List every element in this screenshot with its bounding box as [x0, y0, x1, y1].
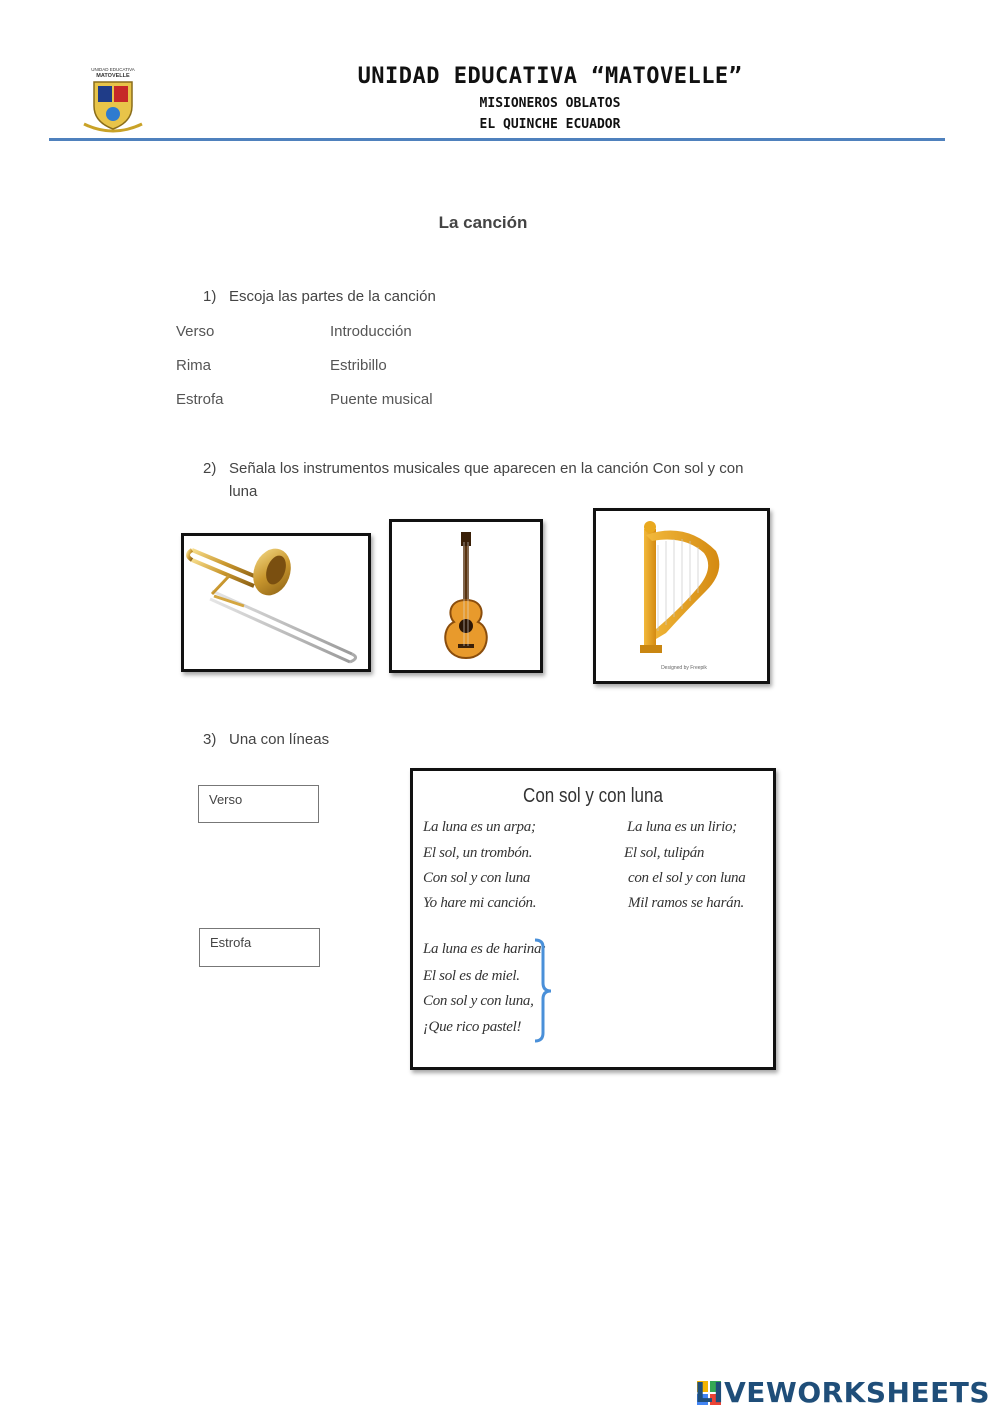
question-3-text: Una con líneas	[229, 731, 330, 748]
stanza-bracket	[533, 937, 557, 1045]
q1-word-estrofa[interactable]: Estrofa	[176, 391, 224, 408]
poem-box	[410, 768, 776, 1070]
worksheet-title: La canción	[438, 213, 528, 232]
poem-title: Con sol y con luna	[523, 785, 663, 807]
q1-word-verso[interactable]: Verso	[176, 323, 215, 340]
guitar-image[interactable]	[389, 519, 543, 673]
q1-word-puente-musical[interactable]: Puente musical	[330, 391, 433, 408]
question-1	[203, 288, 436, 305]
school-name: UNIDAD EDUCATIVA “MATOVELLE”	[357, 64, 743, 89]
poem-line[interactable]: El sol, tulipán	[624, 845, 705, 861]
poem-line[interactable]: Con sol y con luna	[423, 870, 531, 886]
question-3-number: 3)	[203, 731, 217, 748]
poem-line[interactable]: con el sol y con luna	[628, 870, 746, 886]
question-3	[203, 731, 329, 748]
q1-word-introduccion[interactable]: Introducción	[330, 323, 412, 340]
trombone-image[interactable]	[181, 533, 371, 672]
school-subtitle-1: MISIONEROS OBLATOS	[479, 96, 621, 111]
q1-word-rima[interactable]: Rima	[176, 357, 212, 374]
poem-line[interactable]: Yo hare mi canción.	[423, 895, 537, 911]
poem-line[interactable]: La luna es un arpa;	[423, 819, 536, 835]
school-subtitle-2: EL QUINCHE ECUADOR	[479, 117, 621, 132]
poem-line[interactable]: Con sol y con luna,	[423, 993, 534, 1009]
question-2-number: 2)	[203, 460, 217, 477]
header-divider	[49, 138, 945, 141]
question-2-text: Señala los instrumentos musicales que aparecen en la canción Con sol y con	[229, 460, 744, 477]
poem-line[interactable]: Mil ramos se harán.	[628, 895, 744, 911]
logo-text-top: UNIDAD EDUCATIVA	[91, 67, 135, 72]
liveworksheets-brand: LIVEWORKSHEETS	[694, 1376, 990, 1409]
poem-line[interactable]: La luna es un lirio;	[627, 819, 737, 835]
harp-image[interactable]	[593, 508, 770, 684]
poem-line[interactable]: El sol, un trombón.	[423, 845, 533, 861]
logo-text-mid: MATOVELLE	[96, 73, 130, 79]
answer-box-estrofa[interactable]: Estrofa	[199, 928, 320, 967]
answer-box-verso[interactable]: Verso	[198, 785, 319, 823]
question-1-number: 1)	[203, 288, 217, 305]
question-2-text-cont: luna	[229, 483, 258, 500]
poem-line[interactable]: ¡Que rico pastel!	[423, 1019, 522, 1035]
harp-caption: Designed by Freepik	[661, 665, 707, 671]
q1-word-estribillo[interactable]: Estribillo	[330, 357, 387, 374]
poem-line[interactable]: El sol es de miel.	[423, 968, 520, 984]
question-2	[203, 460, 743, 477]
poem-line[interactable]: La luna es de harina;	[423, 941, 546, 957]
question-1-text: Escoja las partes de la canción	[229, 288, 436, 305]
